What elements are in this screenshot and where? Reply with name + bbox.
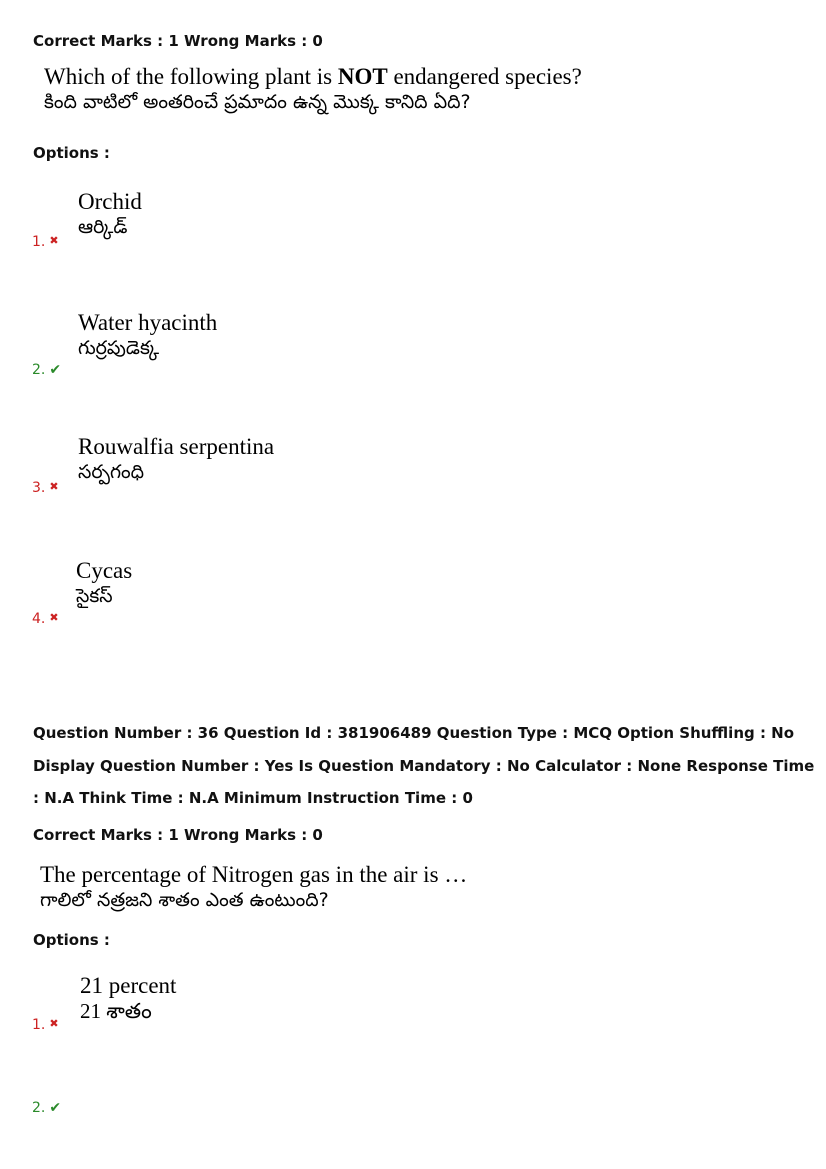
q2-option-2-number bbox=[32, 1100, 61, 1116]
q1-question-te: కింది వాటిలో అంతరించే ప్రమాదం ఉన్న మొక్క కానిది ఏది? bbox=[44, 91, 471, 113]
correct-check-icon: ✔ bbox=[49, 1100, 62, 1116]
q1-option-4-number bbox=[32, 611, 59, 627]
q1-option-3-number bbox=[32, 480, 59, 496]
q2-question-te: గాలిలో నత్రజని శాతం ఎంత ఉంటుంది? bbox=[40, 889, 329, 911]
q1-option-4 bbox=[76, 558, 132, 608]
q1-option-1-en: Orchid bbox=[78, 189, 142, 214]
q2-options-label: Options : bbox=[33, 931, 110, 949]
option-number: 4. bbox=[32, 611, 46, 627]
correct-check-icon: ✔ bbox=[49, 362, 62, 378]
option-number: 3. bbox=[32, 480, 46, 496]
q1-marks-line: Correct Marks : 1 Wrong Marks : 0 bbox=[33, 32, 323, 50]
q1-option-4-en: Cycas bbox=[76, 558, 133, 583]
option-number: 1. bbox=[32, 1017, 46, 1033]
q2-question-text bbox=[40, 862, 467, 912]
q1-option-3 bbox=[78, 434, 274, 484]
q2-option-1 bbox=[80, 973, 176, 1023]
q1-question-en-prefix: Which of the following plant is bbox=[44, 64, 338, 89]
q1-option-3-en: Rouwalfia serpentina bbox=[78, 434, 275, 459]
q1-question-en-bold: NOT bbox=[337, 64, 388, 89]
q2-question-en: The percentage of Nitrogen gas in the air is … bbox=[40, 862, 468, 887]
option-number: 2. bbox=[32, 362, 46, 378]
wrong-cross-icon: ✖ bbox=[49, 234, 59, 247]
q1-option-1-te: ఆర్కిడ్ bbox=[78, 216, 128, 238]
q1-question-text bbox=[44, 64, 582, 114]
option-number: 1. bbox=[32, 234, 46, 250]
option-number: 2. bbox=[32, 1100, 46, 1116]
q2-info-line-1: Question Number : 36 Question Id : 381906489 Question Type : MCQ Option Shuffling : No bbox=[33, 724, 795, 742]
q2-option-1-en: 21 percent bbox=[80, 973, 177, 998]
q1-option-1 bbox=[78, 189, 142, 239]
q1-question-en-suffix: endangered species? bbox=[387, 64, 582, 89]
q1-options-label: Options : bbox=[33, 144, 110, 162]
q1-option-2-number bbox=[32, 362, 61, 378]
q2-option-1-te: 21 శాతం bbox=[80, 999, 152, 1023]
q1-option-2-en: Water hyacinth bbox=[78, 310, 218, 335]
q2-marks-line: Correct Marks : 1 Wrong Marks : 0 bbox=[33, 826, 323, 844]
q1-option-4-te: సైకస్ bbox=[76, 585, 113, 607]
q1-question-en bbox=[44, 64, 582, 90]
q2-info-line-2: Display Question Number : Yes Is Question Mandatory : No Calculator : None Response Time bbox=[33, 757, 815, 775]
q1-option-2-te: గుర్రపుడెక్క bbox=[78, 337, 160, 359]
wrong-cross-icon: ✖ bbox=[49, 611, 59, 624]
q1-option-1-number bbox=[32, 234, 59, 250]
q2-info-line-3: : N.A Think Time : N.A Minimum Instruction Time : 0 bbox=[33, 789, 473, 807]
q1-option-2 bbox=[78, 310, 217, 360]
q1-option-3-te: సర్పగంధి bbox=[78, 461, 145, 483]
q2-option-1-number bbox=[32, 1017, 59, 1033]
wrong-cross-icon: ✖ bbox=[49, 480, 59, 493]
wrong-cross-icon: ✖ bbox=[49, 1017, 59, 1030]
